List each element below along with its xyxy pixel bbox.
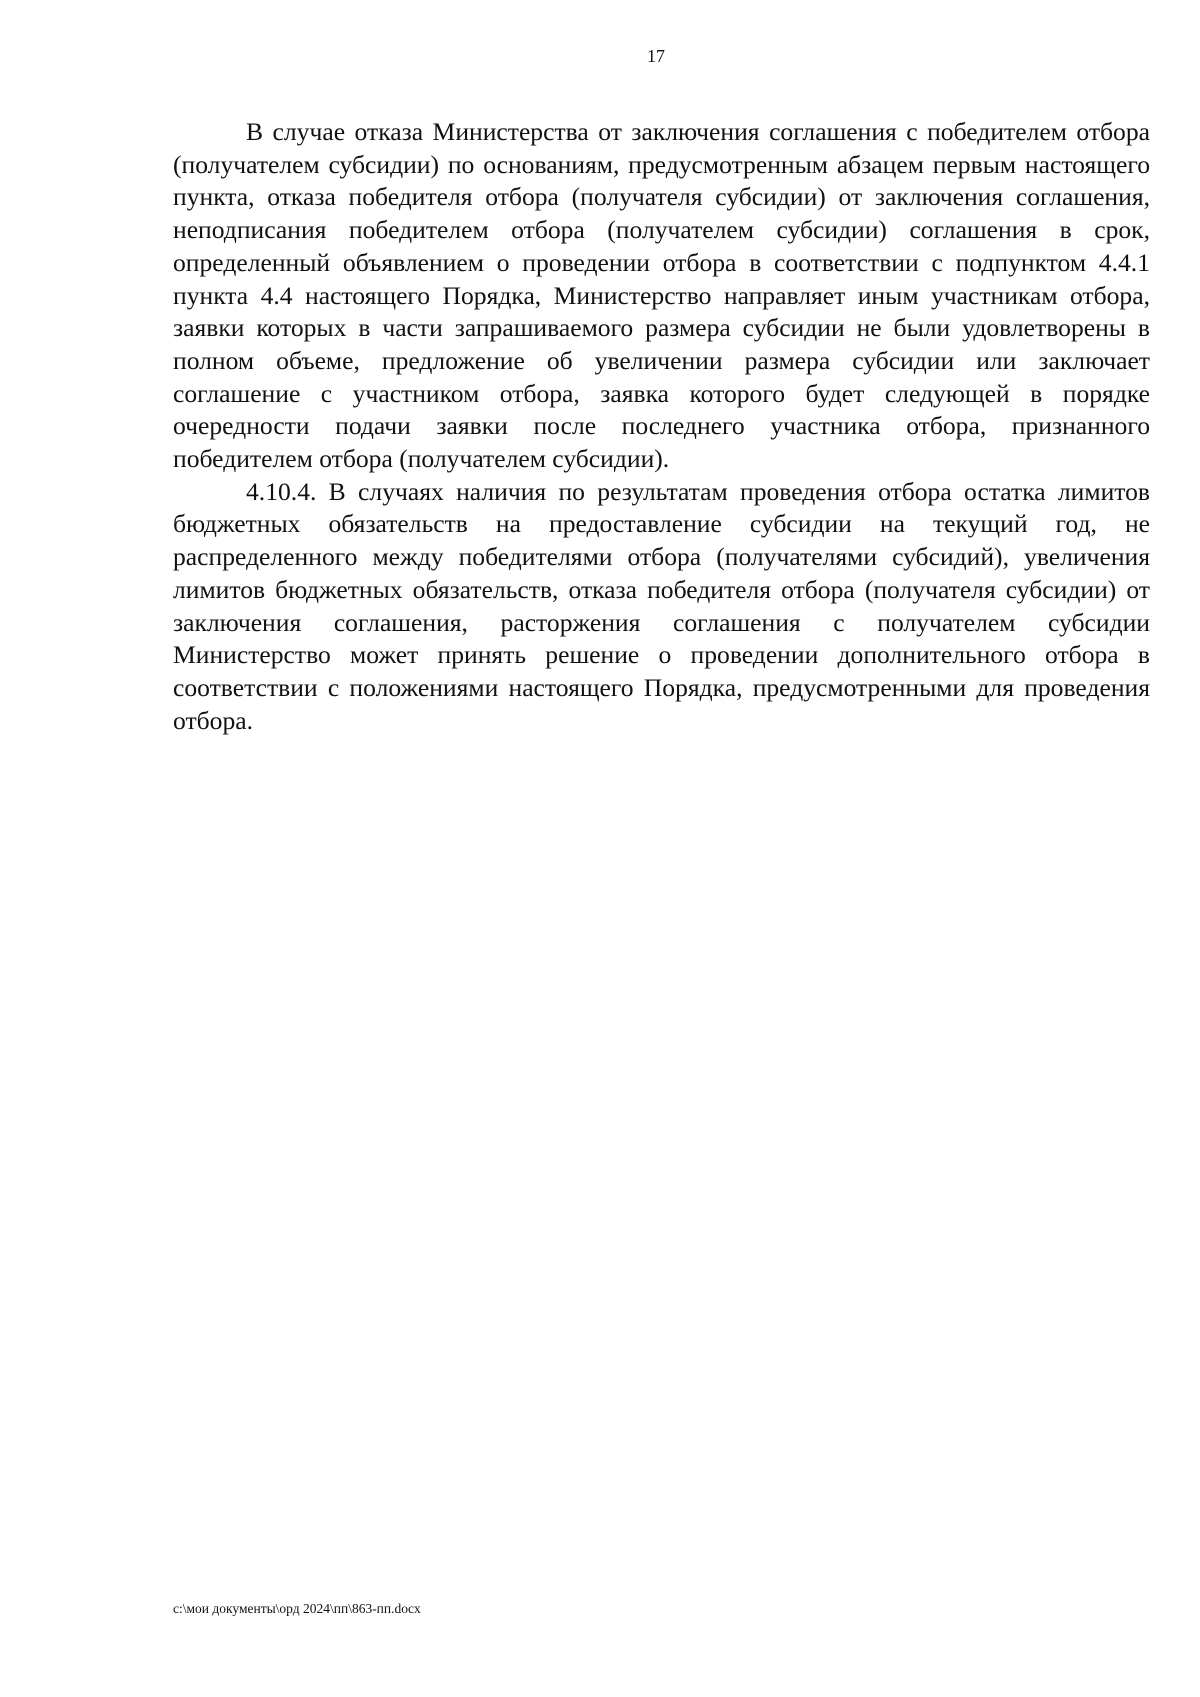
page-number: 17 — [647, 46, 665, 66]
footer-file-path: c:\мои документы\орд 2024\пп\863-пп.docx — [173, 1601, 421, 1616]
document-body — [173, 116, 1150, 737]
paragraph-4-10-4: 4.10.4. В случаях наличия по результатам проведения отбора остатка лимитов бюджетных обязательств на предоставление субсидии на текущий год, не распределенного между победителями отбора (получателями субсидий), увеличения лимитов бюджетных обязательств, отказа победителя отбора (получателя субсидии) от заключения соглашения, расторжения соглашения с получателем субсидии Министерство может принять решение о проведении дополнительного отбора в соответствии с положениями настоящего Порядка, предусмотренными для проведения отбора. — [173, 476, 1150, 735]
paragraph-refusal-case: В случае отказа Министерства от заключения соглашения с победителем отбора (получателем субсидии) по основаниям, предусмотренным абзацем первым настоящего пункта, отказа победителя отбора (получателя субсидии) от заключения соглашения, неподписания победителем отбора (получателем субсидии) соглашения в срок, определенный объявлением о проведении отбора в соответствии с подпунктом 4.4.1 пункта 4.4 настоящего Порядка, Министерство направляет иным участникам отбора, заявки которых в части запрашиваемого размера субсидии не были удовлетворены в полном объеме, предложение об увеличении размера субсидии или заключает соглашение с участником отбора, заявка которого будет следующей в порядке очередности подачи заявки после последнего участника отбора, признанного победителем отбора (получателем субсидии). — [173, 117, 1150, 474]
